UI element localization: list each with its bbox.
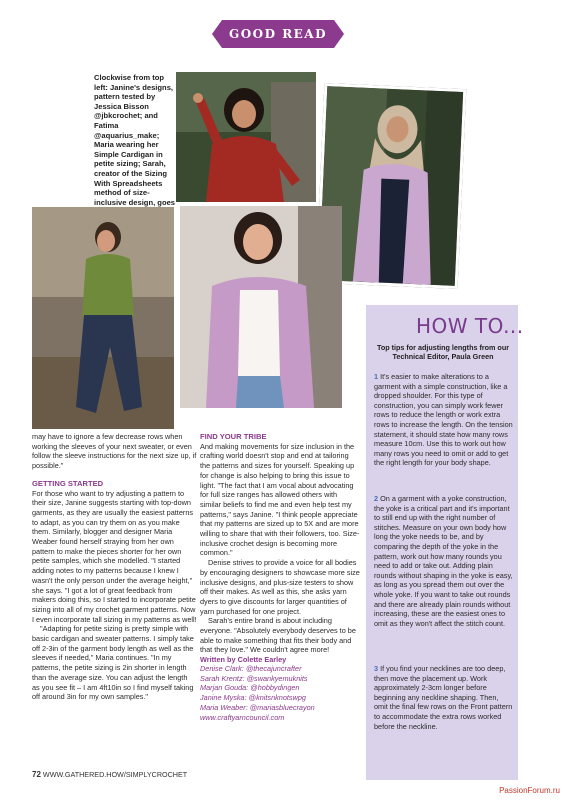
woman-red-sweater-photo bbox=[176, 72, 316, 202]
howto-subtitle: Top tips for adjusting lengths from our Technical Editor, Paula Green bbox=[376, 343, 510, 362]
tip-number: 3 bbox=[374, 664, 379, 673]
credit-line: Janine Myska: @knitsnknotswpg bbox=[200, 693, 306, 703]
section-banner bbox=[222, 20, 334, 48]
woman-pink-cardigan-photo bbox=[180, 206, 342, 408]
page-number: 72 bbox=[32, 770, 41, 779]
credit-line: Denise Clark: @thecajuncrafter bbox=[200, 664, 302, 673]
tip-text: On a garment with a yoke construction, the yoke is a critical part and it's important to still end up with the right number of stitches. Measure on your own body how long the yoke needs to be, and by comparing the depth of the yoke in the pattern, work out how many rounds you need to add or take out. Adding plain rounds without shaping in the yoke is easy, as long as you spread them out over the whole yoke. If you want to take out rounds and there are already plain rounds without increasing, these are the easiest ones to omit as they won't affect the stitch count. bbox=[374, 494, 513, 628]
article-paragraph: may have to ignore a few decrease rows when working the sleeves of your next sweater, or even follow the sleeve instructions for the next size up, if possible." bbox=[32, 432, 197, 471]
howto-tip-3 bbox=[374, 664, 514, 731]
article-paragraph: For those who want to try adjusting a pattern to their size, Janine suggests starting with top-down garments, as they are usually the easiest patterns to adapt, as you can try them on as you make them. Similarly, blogger and designer Maria Weaber found herself straying from her own pattern to make the pieces shorter for her own petite samples, which she modelled. "I started adding notes to my patterns because I knew I wasn't the only person under the average height," she says. "I got a lot of great feedback from makers doing this, so I started to incorporate petite sizing into all of my crochet garment patterns. Now I even incorporate tall sizing in my patterns as well! bbox=[32, 488, 197, 624]
designer-credits bbox=[200, 664, 360, 722]
section-heading: FIND YOUR TRIBE bbox=[200, 432, 267, 441]
tip-text: If you find your necklines are too deep, then move the placement up. Work approximately 2-3cm longer before beginning any neckline shaping. Then, omit the final few rows on the Front pattern to accommodate the extra rows worked before the neckline. bbox=[374, 664, 513, 731]
article-paragraph: Sarah's entire brand is about including everyone. "Absolutely everybody deserves to be able to make something that fits their body and that they love." We couldn't agree more! bbox=[200, 616, 356, 655]
credit-line: Marjan Gouda: @hobbydingen bbox=[200, 683, 300, 693]
article-paragraph: Denise strives to provide a voice for all bodies by encouraging designers to showcase more size inclusive designs, and plus-size testers to show off their makes. As well as this, she asks yarn dyers to give discounts for larger quantities of yarn purchased for one project. bbox=[200, 558, 360, 616]
tip-number: 2 bbox=[374, 494, 379, 503]
article-paragraph: "Adapting for petite sizing is pretty simple with basic cardigan and sweater patterns. I simply take off 2-3in of the garment body length as well as the sleeves if needed," Maria continues. "In my patterns, the petite sizing is 2in shorter in length than the average size. You can adjust the length as you see fit – I am 4ft10in so I find myself taking off around 3in for my own samples." bbox=[32, 624, 194, 702]
photo-caption: Clockwise from top left: Janine's designs, pattern tested by Jessica Bisson @jbkcrochet; and Fatima @aquarius_make; Maria wearing her Simple Cardigan in petite sizing; Sarah, creator of the Sizing With Spreadsheets method of size-inclusive design, goes bbox=[94, 73, 176, 207]
woman-green-top-walking-photo bbox=[32, 207, 174, 429]
section-heading: GETTING STARTED bbox=[32, 478, 104, 488]
tip-number: 1 bbox=[374, 372, 379, 381]
credit-line: Maria Weaber: @mariasbluecrayon bbox=[200, 702, 315, 712]
howto-tip-2 bbox=[374, 494, 514, 628]
banner-title: GOOD READ bbox=[228, 27, 328, 41]
tip-text: It's easier to make alterations to a garment with a simple construction, like a dropped shoulder. For this type of construction, you can simply work fewer rows to reduce the length or work extra rows to increase the length. On the tension statement, it should state how many rows measure 10cm. Use this to work out how many rows you need to omit or add to get the right length for your body shape. bbox=[374, 372, 513, 468]
article-column-1 bbox=[32, 432, 197, 702]
howto-title: HOW TO... bbox=[416, 314, 524, 338]
article-column-2 bbox=[200, 432, 360, 665]
credit-line: Sarah Krentz: @swankyemuknits bbox=[200, 673, 308, 683]
article-byline: Written by Colette Earley bbox=[200, 655, 287, 665]
howto-tip-1 bbox=[374, 372, 514, 468]
footer-url[interactable]: WWW.GATHERED.HOW/SIMPLYCROCHET bbox=[42, 770, 188, 779]
credit-link[interactable]: www.craftyarncouncil.com bbox=[200, 712, 285, 722]
article-paragraph: And making movements for size inclusion in the crafting world doesn't stop and end at tailoring the patterns and sizes for yourself. Speaking up for change is also helping to bring this issue to light. "The fact that I am vocal about advocating for full size ranges has allowed others with similar beliefs to find me and even help test my patterns," says Janine. "I think people appreciate that my patterns are sized up to 5X and are more willing to share that with their followers, too. Size-inclusive crochet design is becoming more common." bbox=[200, 441, 360, 558]
page-footer bbox=[32, 770, 187, 779]
watermark: PassionForum.ru bbox=[499, 786, 560, 795]
